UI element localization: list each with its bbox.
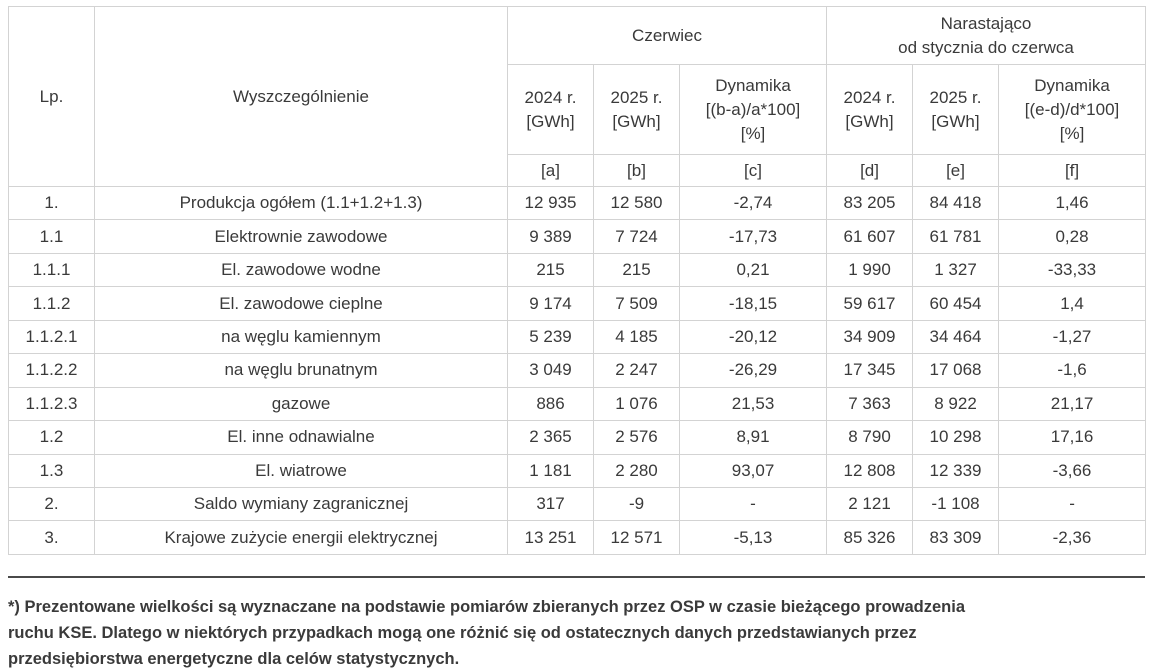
cell-c: -	[680, 487, 827, 520]
table-row	[9, 253, 1146, 286]
cell-lp: 1.	[9, 187, 95, 220]
header-col-c-title: Dynamika	[715, 75, 791, 95]
table-row	[9, 354, 1146, 387]
cell-e: 1 327	[913, 253, 999, 286]
header-row-groups	[9, 7, 1146, 65]
header-group-cumulative-line1: Narastająco	[940, 13, 1032, 33]
cell-f: -3,66	[999, 454, 1146, 487]
cell-lp: 1.1.2	[9, 287, 95, 320]
cell-d: 2 121	[827, 487, 913, 520]
header-col-d-year: 2024 r.	[843, 87, 896, 107]
cell-b: 1 076	[594, 387, 680, 420]
cell-d: 85 326	[827, 521, 913, 554]
header-col-c	[680, 65, 827, 155]
header-col-b	[594, 65, 680, 155]
cell-e: 34 464	[913, 320, 999, 353]
cell-f: -2,36	[999, 521, 1146, 554]
header-col-e-year: 2025 r.	[929, 87, 982, 107]
header-col-b-year: 2025 r.	[610, 87, 663, 107]
cell-f: -1,27	[999, 320, 1146, 353]
cell-name: El. zawodowe cieplne	[95, 287, 508, 320]
table-row	[9, 187, 1146, 220]
footnote	[8, 594, 1128, 672]
header-lp: Lp.	[9, 7, 95, 187]
footnote-line: *) Prezentowane wielkości są wyznaczane na podstawie pomiarów zbieranych przez OSP w czasie bieżącego prowadzenia	[8, 598, 966, 616]
cell-e: 8 922	[913, 387, 999, 420]
header-letter-b: [b]	[594, 155, 680, 187]
header-col-f	[999, 65, 1146, 155]
cell-b: 2 576	[594, 421, 680, 454]
cell-f: 1,4	[999, 287, 1146, 320]
cell-d: 83 205	[827, 187, 913, 220]
cell-f: -	[999, 487, 1146, 520]
table-row	[9, 487, 1146, 520]
cell-lp: 1.1	[9, 220, 95, 253]
cell-name: El. wiatrowe	[95, 454, 508, 487]
cell-d: 34 909	[827, 320, 913, 353]
header-letter-f: [f]	[999, 155, 1146, 187]
cell-name: Krajowe zużycie energii elektrycznej	[95, 521, 508, 554]
cell-c: -2,74	[680, 187, 827, 220]
cell-a: 886	[508, 387, 594, 420]
cell-e: 10 298	[913, 421, 999, 454]
cell-name: Produkcja ogółem (1.1+1.2+1.3)	[95, 187, 508, 220]
cell-d: 12 808	[827, 454, 913, 487]
header-col-f-title: Dynamika	[1034, 75, 1110, 95]
cell-a: 13 251	[508, 521, 594, 554]
cell-b: 215	[594, 253, 680, 286]
cell-b: 7 724	[594, 220, 680, 253]
cell-lp: 1.1.2.3	[9, 387, 95, 420]
cell-f: 1,46	[999, 187, 1146, 220]
header-col-b-unit: [GWh]	[612, 111, 661, 131]
cell-c: -20,12	[680, 320, 827, 353]
header-col-f-formula: [(e-d)/d*100]	[1024, 99, 1120, 119]
energy-table	[8, 6, 1146, 555]
footnote-line: przedsiębiorstwa energetyczne dla celów statystycznych.	[8, 650, 460, 668]
cell-b: -9	[594, 487, 680, 520]
cell-name: Elektrownie zawodowe	[95, 220, 508, 253]
cell-f: 21,17	[999, 387, 1146, 420]
header-letter-e: [e]	[913, 155, 999, 187]
header-col-e-unit: [GWh]	[931, 111, 980, 131]
cell-a: 2 365	[508, 421, 594, 454]
cell-e: 17 068	[913, 354, 999, 387]
table-row	[9, 220, 1146, 253]
footnote-line: ruchu KSE. Dlatego w niektórych przypadkach mogą one różnić się od ostatecznych danych przedstawianych przez	[8, 624, 917, 642]
cell-c: -5,13	[680, 521, 827, 554]
cell-f: 17,16	[999, 421, 1146, 454]
cell-name: na węglu kamiennym	[95, 320, 508, 353]
cell-name: gazowe	[95, 387, 508, 420]
cell-d: 61 607	[827, 220, 913, 253]
cell-c: 93,07	[680, 454, 827, 487]
cell-a: 215	[508, 253, 594, 286]
header-col-e	[913, 65, 999, 155]
cell-lp: 2.	[9, 487, 95, 520]
table-row	[9, 320, 1146, 353]
cell-e: 84 418	[913, 187, 999, 220]
header-group-month: Czerwiec	[508, 7, 827, 65]
table-row	[9, 387, 1146, 420]
header-col-c-formula: [(b-a)/a*100]	[705, 99, 801, 119]
header-col-d	[827, 65, 913, 155]
cell-a: 12 935	[508, 187, 594, 220]
cell-name: El. zawodowe wodne	[95, 253, 508, 286]
cell-e: 83 309	[913, 521, 999, 554]
cell-d: 17 345	[827, 354, 913, 387]
header-col-d-unit: [GWh]	[845, 111, 894, 131]
cell-f: 0,28	[999, 220, 1146, 253]
cell-c: 21,53	[680, 387, 827, 420]
header-group-cumulative	[827, 7, 1146, 65]
cell-name: Saldo wymiany zagranicznej	[95, 487, 508, 520]
header-letter-d: [d]	[827, 155, 913, 187]
cell-a: 9 174	[508, 287, 594, 320]
cell-a: 5 239	[508, 320, 594, 353]
table-row	[9, 421, 1146, 454]
cell-b: 7 509	[594, 287, 680, 320]
cell-a: 1 181	[508, 454, 594, 487]
cell-c: -18,15	[680, 287, 827, 320]
cell-f: -33,33	[999, 253, 1146, 286]
header-letter-a: [a]	[508, 155, 594, 187]
cell-c: -17,73	[680, 220, 827, 253]
header-col-a-year: 2024 r.	[524, 87, 577, 107]
header-item: Wyszczególnienie	[95, 7, 508, 187]
table-row	[9, 287, 1146, 320]
cell-lp: 1.1.2.2	[9, 354, 95, 387]
cell-lp: 1.1.1	[9, 253, 95, 286]
cell-e: 12 339	[913, 454, 999, 487]
footnote-divider	[8, 576, 1145, 578]
cell-d: 8 790	[827, 421, 913, 454]
cell-b: 4 185	[594, 320, 680, 353]
cell-c: -26,29	[680, 354, 827, 387]
cell-e: 61 781	[913, 220, 999, 253]
cell-f: -1,6	[999, 354, 1146, 387]
header-group-cumulative-line2: od stycznia do czerwca	[898, 37, 1074, 57]
table-row	[9, 521, 1146, 554]
cell-e: -1 108	[913, 487, 999, 520]
cell-d: 59 617	[827, 287, 913, 320]
header-col-a	[508, 65, 594, 155]
cell-c: 0,21	[680, 253, 827, 286]
header-col-a-unit: [GWh]	[526, 111, 575, 131]
cell-name: na węglu brunatnym	[95, 354, 508, 387]
header-letter-c: [c]	[680, 155, 827, 187]
cell-d: 7 363	[827, 387, 913, 420]
cell-name: El. inne odnawialne	[95, 421, 508, 454]
header-col-f-unit: [%]	[1059, 123, 1085, 143]
header-col-c-unit: [%]	[740, 123, 766, 143]
cell-a: 9 389	[508, 220, 594, 253]
cell-b: 12 580	[594, 187, 680, 220]
cell-b: 2 247	[594, 354, 680, 387]
cell-e: 60 454	[913, 287, 999, 320]
cell-d: 1 990	[827, 253, 913, 286]
cell-lp: 1.2	[9, 421, 95, 454]
cell-lp: 1.3	[9, 454, 95, 487]
cell-b: 12 571	[594, 521, 680, 554]
cell-lp: 1.1.2.1	[9, 320, 95, 353]
cell-a: 3 049	[508, 354, 594, 387]
cell-lp: 3.	[9, 521, 95, 554]
cell-c: 8,91	[680, 421, 827, 454]
cell-a: 317	[508, 487, 594, 520]
cell-b: 2 280	[594, 454, 680, 487]
table-row	[9, 454, 1146, 487]
